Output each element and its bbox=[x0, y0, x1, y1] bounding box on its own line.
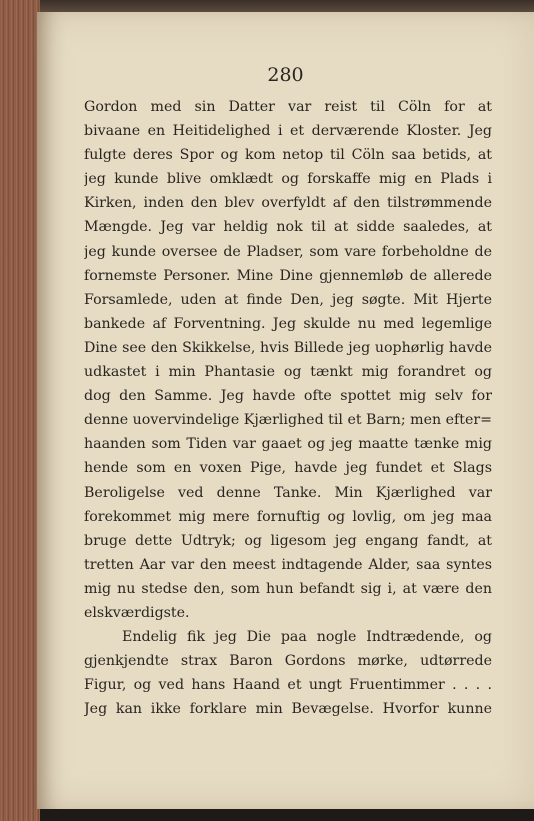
text-line: denne uovervindelige Kjærlighed til et Barn; men efter= bbox=[84, 412, 492, 429]
text-line: bruge dette Udtryk; og ligesom jeg engang fandt, at bbox=[84, 532, 492, 549]
text-line: mig nu stedse den, som hun befandt sig i, at være den bbox=[84, 580, 492, 597]
text-line: Figur, og ved hans Haand et ungt Fruentimmer . . . . bbox=[84, 677, 492, 694]
body-text bbox=[84, 95, 492, 721]
text-line: fornemste Personer. Mine Dine gjennemløb de allerede bbox=[84, 267, 492, 284]
page-edges bbox=[0, 0, 40, 821]
text-line: Beroligelse ved denne Tanke. Min Kjærlighed var bbox=[84, 484, 492, 501]
text-line: Dine see den Skikkelse, hvis Billede jeg uophørlig havde bbox=[84, 339, 492, 356]
top-book-edge bbox=[0, 0, 534, 12]
text-line: Forsamlede, uden at finde Den, jeg søgte. Mit Hjerte bbox=[84, 291, 492, 308]
text-line: dog den Samme. Jeg havde ofte spottet mig selv for bbox=[84, 388, 492, 405]
text-line: fulgte deres Spor og kom netop til Cöln saa betids, at bbox=[84, 147, 492, 164]
text-line: elskværdigste. bbox=[84, 604, 190, 621]
text-line: Mængde. Jeg var heldig nok til at sidde saaledes, at bbox=[84, 219, 492, 236]
text-line: udkastet i min Phantasie og tænkt mig forandret og bbox=[84, 364, 492, 381]
text-line: Kirken, inden den blev overfyldt af den tilstrømmende bbox=[84, 195, 492, 212]
text-line: tretten Aar var den meest indtagende Alder, saa syntes bbox=[84, 556, 492, 573]
text-line: haanden som Tiden var gaaet og jeg maatte tænke mig bbox=[84, 436, 492, 453]
text-line: gjenkjendte strax Baron Gordons mørke, udtørrede bbox=[84, 653, 492, 670]
text-line: forekommet mig mere fornuftig og lovlig, om jeg maa bbox=[84, 508, 492, 525]
text-line: Jeg kan ikke forklare min Bevægelse. Hvorfor kunne bbox=[84, 701, 492, 718]
text-line: bankede af Forventning. Jeg skulde nu med legemlige bbox=[84, 315, 492, 332]
page-number: 280 bbox=[267, 64, 304, 86]
text-line: jeg kunde blive omklædt og forskaffe mig en Plads i bbox=[84, 171, 492, 188]
text-line: bivaane en Heitidelighed i et derværende Kloster. Jeg bbox=[84, 123, 492, 140]
text-line: Endelig fik jeg Die paa nogle Indtrædende, og bbox=[122, 629, 492, 646]
text-line: Gordon med sin Datter var reist til Cöln for at bbox=[84, 99, 492, 115]
text-line: jeg kunde oversee de Pladser, som vare forbeholdne de bbox=[84, 243, 492, 260]
text-line: hende som en voxen Pige, havde jeg fundet et Slags bbox=[84, 460, 492, 477]
